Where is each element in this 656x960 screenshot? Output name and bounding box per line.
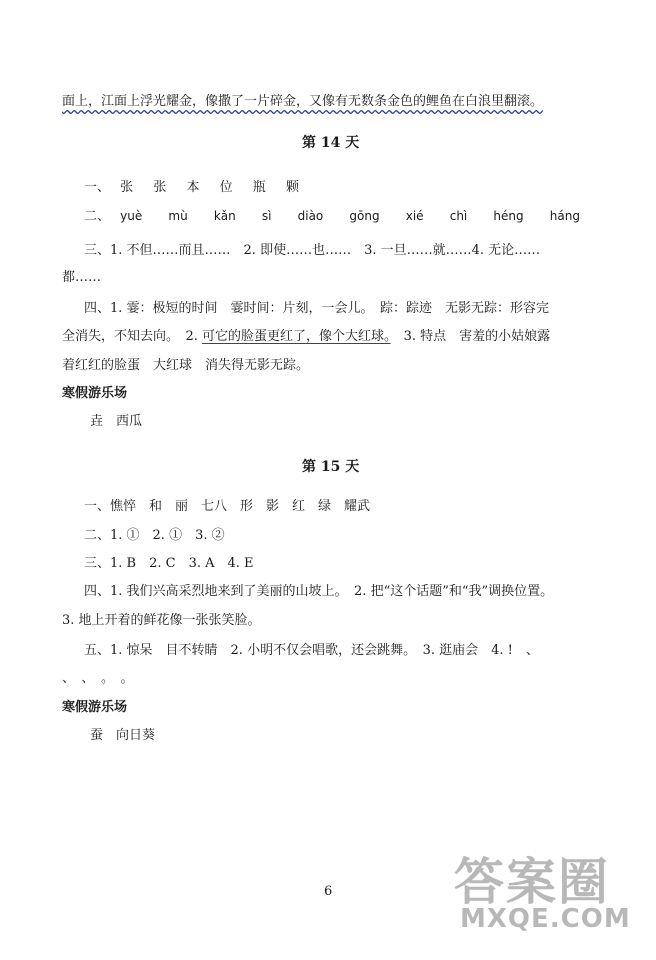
day15-q3: 三、1. B 2. C 3. A 4. E: [84, 556, 254, 571]
q2-prefix: 二、: [84, 209, 111, 224]
day14-q3-line1: 三、1. 不但……而且…… 2. 即使……也…… 3. 一旦……就……4. 无论……: [84, 243, 541, 258]
q1-item: 张: [153, 180, 167, 195]
day15-q2: 二、1. ① 2. ① 3. ②: [84, 528, 225, 543]
q4-text-a: 全消失，不知去向。 2.: [62, 329, 203, 344]
day15-title: 第 15 天: [302, 459, 360, 475]
pinyin-item: kǎn: [213, 209, 236, 223]
pinyin-item: yuè: [120, 209, 143, 223]
q1-item: 颗: [285, 180, 299, 195]
day15-q4-line1: 四、1. 我们兴高采烈地来到了美丽的山坡上。 2. 把“这个话题”和“我”调换位置。: [84, 584, 554, 599]
day15-fun-label: 寒假游乐场: [62, 700, 128, 715]
day15-q5-line2: 、 、 。 。: [62, 671, 134, 686]
q1-item: 张: [120, 180, 134, 195]
pinyin-item: gōng: [349, 209, 380, 223]
day14-fun-label: 寒假游乐场: [62, 386, 128, 401]
day15-q5-line1: 五、1. 惊呆 目不转睛 2. 小明不仅会唱歌，还会跳舞。 3. 逛庙会 4. ! 、: [84, 643, 539, 658]
day14-q4-line3: 着红红的脸蛋 大红球 消失得无影无踪。: [62, 358, 310, 373]
day15-q1: 一、憔悴 和 丽 七八 形 影 红 绿 耀武: [84, 499, 371, 514]
day14-fun-answer: 垚 西瓜: [90, 414, 143, 429]
day14-q2: [84, 205, 602, 224]
q4-text-c: 3. 特点 害羞的小姑娘露: [390, 329, 551, 344]
q1-item: 瓶: [252, 180, 266, 195]
q1-prefix: 一、: [84, 180, 111, 195]
q1-item: 位: [219, 180, 233, 195]
day14-q4-line2: [62, 325, 550, 344]
pinyin-item: diào: [297, 209, 324, 223]
pinyin-item: mù: [168, 209, 188, 223]
day15-q4-line2: 3. 地上开着的鲜花像一张张笑脸。: [62, 613, 261, 628]
day14-q3-line2: 都……: [62, 270, 102, 285]
q4-underlined-answer: 可它的脸蛋更红了，像个大红球。: [202, 329, 391, 344]
day14-title: 第 14 天: [302, 135, 360, 151]
watermark-url: MXQE.COM: [460, 904, 631, 934]
day14-q4-line1: 四、1. 霎：极短的时间 霎时间：片刻，一会儿。 踪：踪迹 无影无踪：形容完: [84, 301, 550, 316]
watermark-logo: [454, 842, 644, 952]
top-continuation-line: 面上，江面上浮光耀金，像撒了一片碎金，又像有无数条金色的鲤鱼在白浪里翻滚。: [62, 94, 544, 109]
watermark-cn-text: 答案圈: [454, 853, 610, 911]
pinyin-item: xié: [405, 209, 424, 223]
pinyin-item: háng: [549, 209, 580, 223]
page-number: 6: [324, 884, 333, 899]
q1-item: 本: [186, 180, 200, 195]
pinyin-item: chì: [449, 209, 468, 223]
pinyin-item: sì: [261, 209, 272, 223]
day15-fun-answer: 蚕 向日葵: [90, 728, 156, 743]
pinyin-item: héng: [493, 209, 524, 223]
day14-q1: [84, 176, 315, 195]
